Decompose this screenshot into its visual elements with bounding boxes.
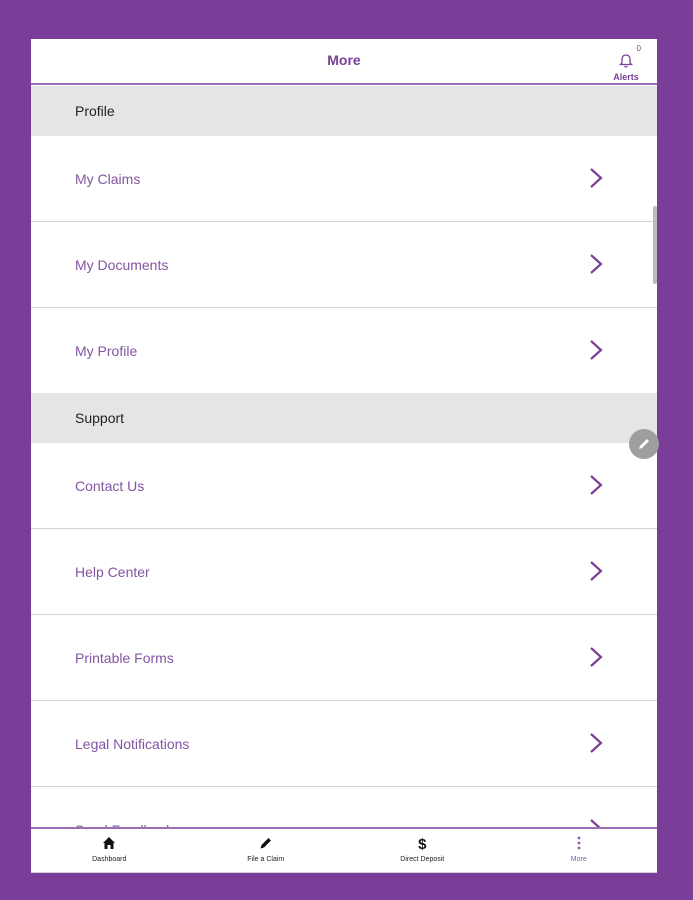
- chevron-right-icon: [589, 167, 603, 189]
- more-menu-list: [31, 86, 657, 827]
- scrollbar-thumb[interactable]: [653, 206, 657, 284]
- tab-dashboard[interactable]: [31, 829, 188, 870]
- alerts-button[interactable]: [609, 45, 643, 83]
- top-bar: [31, 39, 657, 85]
- chevron-right-icon: [589, 253, 603, 275]
- chevron-right-icon: [589, 339, 603, 361]
- tab-label: Dashboard: [92, 856, 127, 863]
- pencil-icon: [259, 836, 273, 850]
- tab-label: File a Claim: [247, 856, 285, 863]
- edit-floating-button[interactable]: [629, 429, 659, 459]
- menu-item-my-documents[interactable]: [31, 222, 657, 308]
- menu-item-label: Printable Forms: [75, 650, 174, 666]
- bell-icon: [618, 53, 634, 69]
- bottom-tab-bar: [31, 827, 657, 870]
- menu-item-label: My Documents: [75, 257, 169, 273]
- pencil-icon: [637, 437, 651, 451]
- menu-item-help-center[interactable]: [31, 529, 657, 615]
- home-icon: [102, 836, 116, 850]
- more-vertical-icon: [576, 836, 582, 850]
- section-header-profile: [31, 86, 657, 136]
- tab-direct-deposit[interactable]: [344, 829, 501, 870]
- tab-more[interactable]: [501, 829, 658, 870]
- chevron-right-icon: [589, 560, 603, 582]
- section-title: Profile: [75, 103, 115, 119]
- menu-item-label: My Claims: [75, 171, 141, 187]
- menu-item-legal-notifications[interactable]: [31, 701, 657, 787]
- tab-file-a-claim[interactable]: [188, 829, 345, 870]
- menu-item-label: Help Center: [75, 564, 150, 580]
- menu-item-contact-us[interactable]: [31, 443, 657, 529]
- alerts-label: Alerts: [613, 72, 639, 82]
- menu-item-printable-forms[interactable]: [31, 615, 657, 701]
- chevron-right-icon: [589, 732, 603, 754]
- tab-label: Direct Deposit: [400, 856, 445, 863]
- page-title: More: [327, 52, 361, 68]
- menu-item-label: Contact Us: [75, 478, 145, 494]
- dollar-icon: $: [418, 836, 427, 853]
- section-header-support: [31, 393, 657, 443]
- alerts-count-badge: 0: [636, 44, 641, 53]
- chevron-right-icon: [589, 474, 603, 496]
- chevron-right-icon: [589, 646, 603, 668]
- menu-item-my-claims[interactable]: [31, 136, 657, 222]
- menu-item-label: Legal Notifications: [75, 736, 190, 752]
- menu-item-my-profile[interactable]: [31, 308, 657, 393]
- section-title: Support: [75, 410, 125, 426]
- menu-item-label: My Profile: [75, 343, 138, 359]
- app-screen: [31, 39, 657, 870]
- tab-label: More: [570, 856, 587, 863]
